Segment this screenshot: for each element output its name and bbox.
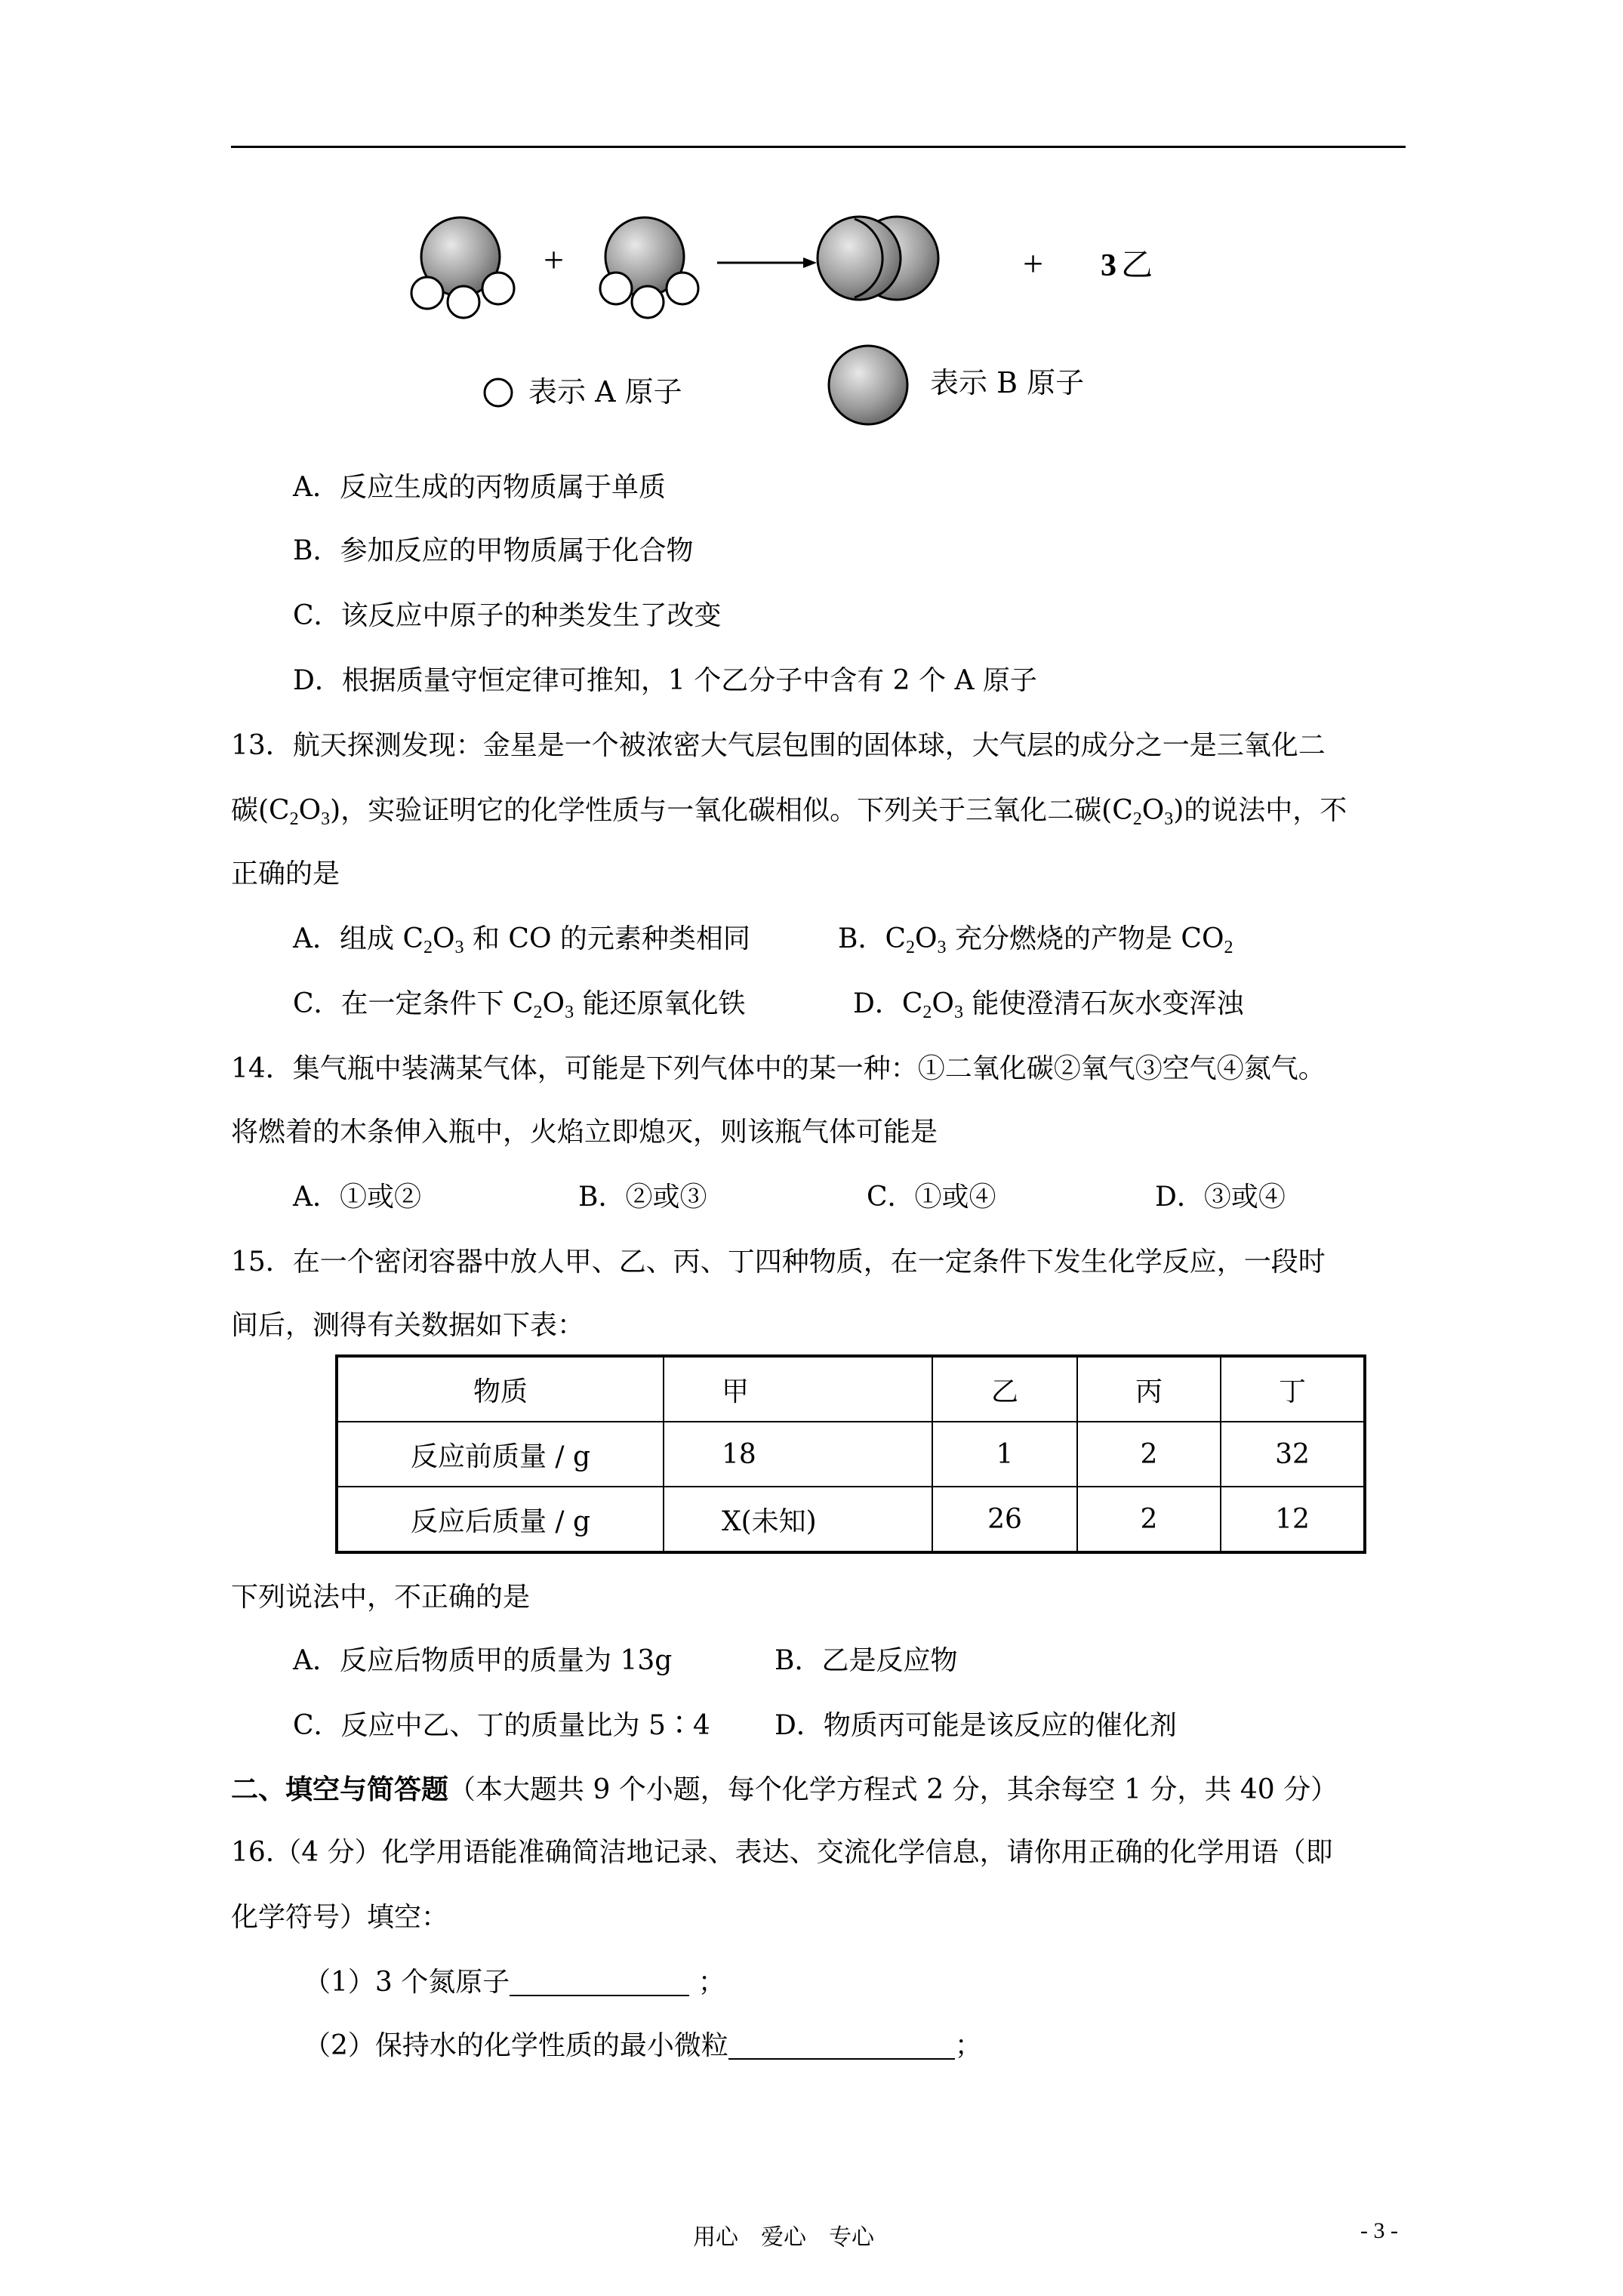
- table-cell: X(未知): [664, 1487, 932, 1552]
- table-header-cell: 乙: [932, 1356, 1077, 1422]
- q15-option-a: A．反应后物质甲的质量为 13g: [293, 1645, 673, 1676]
- q14-option-d: D．③或④: [1155, 1182, 1286, 1213]
- header-rule: [231, 146, 1406, 148]
- q13-option-b: B．$C_2O_3$ 充分燃烧的产物是 $CO_2$: [838, 923, 1233, 957]
- table-cell: 18: [664, 1422, 932, 1487]
- section-2-title: 二、填空与简答题: [231, 1774, 449, 1805]
- section-2-heading: [231, 1776, 1338, 1804]
- q14-line-1: 14．集气瓶中装满某气体，可能是下列气体中的某一种：①二氧化碳②氧气③空气④氮气。: [231, 1053, 1326, 1084]
- table-header-cell: 丙: [1077, 1356, 1221, 1422]
- reaction-arrow: [717, 257, 817, 268]
- legend-b-atom: [829, 346, 907, 424]
- footer-motto: 用心 爱心 专心: [693, 2224, 874, 2251]
- product-label: 乙: [1121, 246, 1153, 283]
- q15-line-2: 间后，测得有关数据如下表：: [231, 1310, 585, 1341]
- table-cell: 12: [1221, 1487, 1365, 1552]
- reactant-molecule-2: [600, 217, 698, 318]
- q13-option-c: C．在一定条件下 $C_2O_3$ 能还原氧化铁: [293, 988, 746, 1022]
- q14-option-b: B．②或③: [578, 1182, 707, 1213]
- table-cell: 反应后质量 / g: [337, 1487, 664, 1552]
- section-2-note: （本大题共 9 个小题，每个化学方程式 2 分，其余每空 1 分，共 40 分）: [448, 1774, 1338, 1805]
- q14-option-c: C．①或④: [867, 1182, 996, 1213]
- product-molecule: [818, 217, 938, 300]
- q15-option-d: D．物质丙可能是该反应的催化剂: [775, 1710, 1177, 1741]
- answer-blank-1[interactable]: [510, 1972, 689, 1996]
- q12-option-d: D．根据质量守恒定律可推知，1 个乙分子中含有 2 个 A 原子: [293, 665, 1037, 696]
- reaction-diagram: [393, 204, 1223, 438]
- table-cell: 26: [932, 1487, 1077, 1552]
- q14-line-2: 将燃着的木条伸入瓶中，火焰立即熄灭，则该瓶气体可能是: [231, 1117, 938, 1148]
- q13-line-2: 碳$(C_2O_3)$，实验证明它的化学性质与一氧化碳相似。下列关于三氧化二碳$(C_2O_3)$的说法中，不: [231, 795, 1347, 829]
- table-cell: 1: [932, 1422, 1077, 1487]
- legend-a-label: 表示 A 原子: [528, 375, 682, 408]
- table-header-cell: 物质: [337, 1356, 664, 1422]
- table-header-cell: 甲: [664, 1356, 932, 1422]
- q12-option-a: A．反应生成的丙物质属于单质: [293, 472, 666, 503]
- q16-item-2: （2）保持水的化学性质的最小微粒 ；: [303, 2030, 982, 2061]
- table-row: [337, 1487, 1365, 1552]
- table-header-cell: 丁: [1221, 1356, 1365, 1422]
- plus-sign-1: +: [544, 240, 565, 280]
- q15-line-1: 15．在一个密闭容器中放人甲、乙、丙、丁四种物质，在一定条件下发生化学反应，一段时: [231, 1247, 1326, 1277]
- table-header-row: [337, 1356, 1365, 1422]
- table-cell: 32: [1221, 1422, 1365, 1487]
- q16-item-1: （1）3 个氮原子 ；: [303, 1967, 725, 1998]
- legend-b-label: 表示 B 原子: [930, 366, 1085, 399]
- q12-option-c: C．该反应中原子的种类发生了改变: [293, 600, 722, 631]
- q13-line-1: 13．航天探测发现：金星是一个被浓密大气层包围的固体球，大气层的成分之一是三氧化二: [231, 730, 1326, 761]
- table-cell: 2: [1077, 1422, 1221, 1487]
- q15-option-c: C．反应中乙、丁的质量比为 5∶4: [293, 1710, 710, 1741]
- legend-a-atom: [485, 379, 512, 406]
- q16-line-1: 16.（4 分）化学用语能准确简洁地记录、表达、交流化学信息，请你用正确的化学用语（即: [231, 1837, 1333, 1868]
- q14-option-a: A．①或②: [293, 1182, 421, 1213]
- q16-line-2: 化学符号）填空：: [231, 1902, 449, 1933]
- q13-option-a: A．组成 $C_2O_3$ 和 CO 的元素种类相同: [293, 923, 750, 957]
- reactant-molecule-1: [411, 217, 514, 318]
- reaction-data-table: [335, 1354, 1366, 1554]
- table-cell: 2: [1077, 1487, 1221, 1552]
- table-row: [337, 1422, 1365, 1487]
- answer-blank-2[interactable]: [728, 2036, 955, 2060]
- q15-option-b: B．乙是反应物: [775, 1645, 958, 1676]
- q13-line-3: 正确的是: [231, 858, 340, 889]
- q15-prompt: 下列说法中，不正确的是: [231, 1582, 531, 1613]
- coefficient: 3: [1101, 248, 1116, 283]
- table-cell: 反应前质量 / g: [337, 1422, 664, 1487]
- page-number: - 3 -: [1360, 2218, 1398, 2243]
- plus-sign-2: +: [1023, 244, 1044, 284]
- q12-option-b: B．参加反应的甲物质属于化合物: [293, 535, 694, 566]
- q13-option-d: D．$C_2O_3$ 能使澄清石灰水变浑浊: [853, 988, 1244, 1022]
